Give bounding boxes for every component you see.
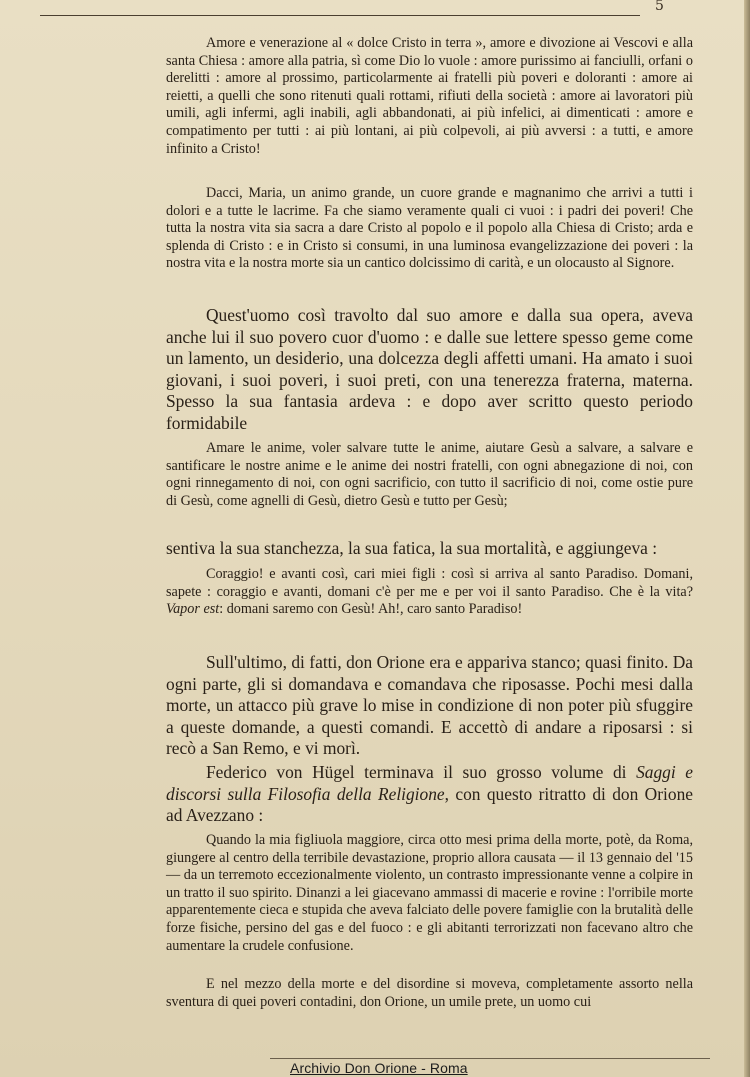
header-rule bbox=[40, 15, 640, 16]
quote-courage-text-b: : domani saremo con Gesù! Ah!, caro santo Paradiso! bbox=[219, 601, 523, 618]
page-edge-shadow bbox=[744, 0, 750, 1077]
von-hugel-text-a: Federico von Hügel terminava il suo grosso volume di bbox=[206, 762, 627, 782]
quote-courage-text-a: Coraggio! e avanti così, cari miei figli : così si arriva al santo Paradiso. Domani, sapete : coraggio e avanti, domani c'è per me e per voi il santo Paradiso. Che è la vita? bbox=[166, 566, 693, 600]
archive-footer: Archivio Don Orione - Roma bbox=[290, 1060, 468, 1076]
paragraph-human-heart: Quest'uomo così travolto dal suo amore e dalla sua opera, aveva anche lui il suo povero cuor d'uomo : e dalle sue lettere spesso geme come un lamento, un desiderio, una dolcezza degli affetti umani. Ha amato i suoi giovani, i suoi poveri, i suoi preti, con una tenerezza fraterna, materna. Spesso la sua fantasia ardeva : e dopo aver scritto questo periodo formidabile bbox=[166, 305, 693, 433]
quote-avezzano-continued: E nel mezzo della morte e del disordine si moveva, completamente assorto nella sventura di quei poveri contadini, don Orione, un umile prete, un uomo cui bbox=[166, 976, 693, 1010]
paragraph-von-hugel bbox=[166, 762, 693, 827]
quote-save-souls: Amare le anime, voler salvare tutte le anime, aiutare Gesù a salvare, a salvare e santificare le nostre anime e le anime dei nostri fratelli, con ogni abnegazione di noi, con ogni rinnegamento di noi, con ogni sacrificio, con tutto il sacrificio di noi, come ostie pure di Gesù, come agnelli di Gesù, dietro Gesù e tutto per Gesù; bbox=[166, 440, 693, 509]
quote-courage bbox=[166, 566, 693, 619]
quote-avezzano: Quando la mia figliuola maggiore, circa otto mesi prima della morte, potè, da Roma, giungere al centro della terribile devastazione, proprio allora causata — il 13 gennaio del '15 — da un terremoto eccezionalmente violento, un contrasto impressionante venne a colpire in un tratto il suo spirito. Dinanzi a lei giacevano ammassi di macerie e rovine : l'orribile morte apparentemente cieca e stupida che aveva falciato delle povere famiglie con la brutalità delle forze fisiche, persino del gas e del fuoco : e gli abitanti terrorizzati non facevano altro che aumentare la crudele confusione. bbox=[166, 832, 693, 954]
paragraph-tiredness: sentiva la sua stanchezza, la sua fatica, la sua mortalità, e aggiungeva : bbox=[166, 538, 658, 558]
quote-courage-latin: Vapor est bbox=[166, 601, 220, 618]
von-hugel-text-b: , con questo ritratto di don Orione ad Avezzano : bbox=[166, 783, 693, 826]
page-number: 5 bbox=[655, 0, 664, 14]
footer-rule bbox=[270, 1058, 710, 1059]
book-title: Saggi e discorsi sulla Filosofia della Religione bbox=[166, 762, 693, 804]
paragraph-love-list: Amore e venerazione al « dolce Cristo in terra », amore e divozione ai Vescovi e alla santa Chiesa : amore alla patria, sì come Dio lo vuole : amore purissimo ai fanciulli, orfani o derelitti : amore al prossimo, particolarmente ai fratelli più poveri e doloranti : amore ai reietti, a quelli che sono ritenuti quali rottami, rifiuti della società : amore ai lavoratori più umili, agli infermi, agli inabili, agli abbandonati, ai più infelici, ai dimenticati : amore e compatimento per tutti : ai più lontani, ai più colpevoli, ai più avversi : a tutti, e amore infinito a Cristo! bbox=[166, 35, 693, 157]
paragraph-last-days: Sull'ultimo, di fatti, don Orione era e appariva stanco; quasi finito. Da ogni parte, gli si domandava e comandava che riposasse. Pochi mesi dalla morte, un attacco più grave lo mise in condizione di non poter più sfuggire a queste domande, a questi comandi. E accettò di andare a riposarsi : si recò a San Remo, e vi morì. bbox=[166, 652, 693, 759]
paragraph-prayer-maria: Dacci, Maria, un animo grande, un cuore grande e magnanimo che arrivi a tutti i dolori e a tutte le lacrime. Fa che siamo veramente quali ci vuoi : i padri dei poveri! Che tutta la nostra vita sia sacra a dare Cristo al popolo e il popolo alla Chiesa di Cristo; arda e splenda di Cristo : e in Cristo si consumi, in una luminosa evangelizzazione dei poveri : la nostra vita e la nostra morte sia un cantico dolcissimo di carità, e un olocausto al Signore. bbox=[166, 185, 693, 272]
